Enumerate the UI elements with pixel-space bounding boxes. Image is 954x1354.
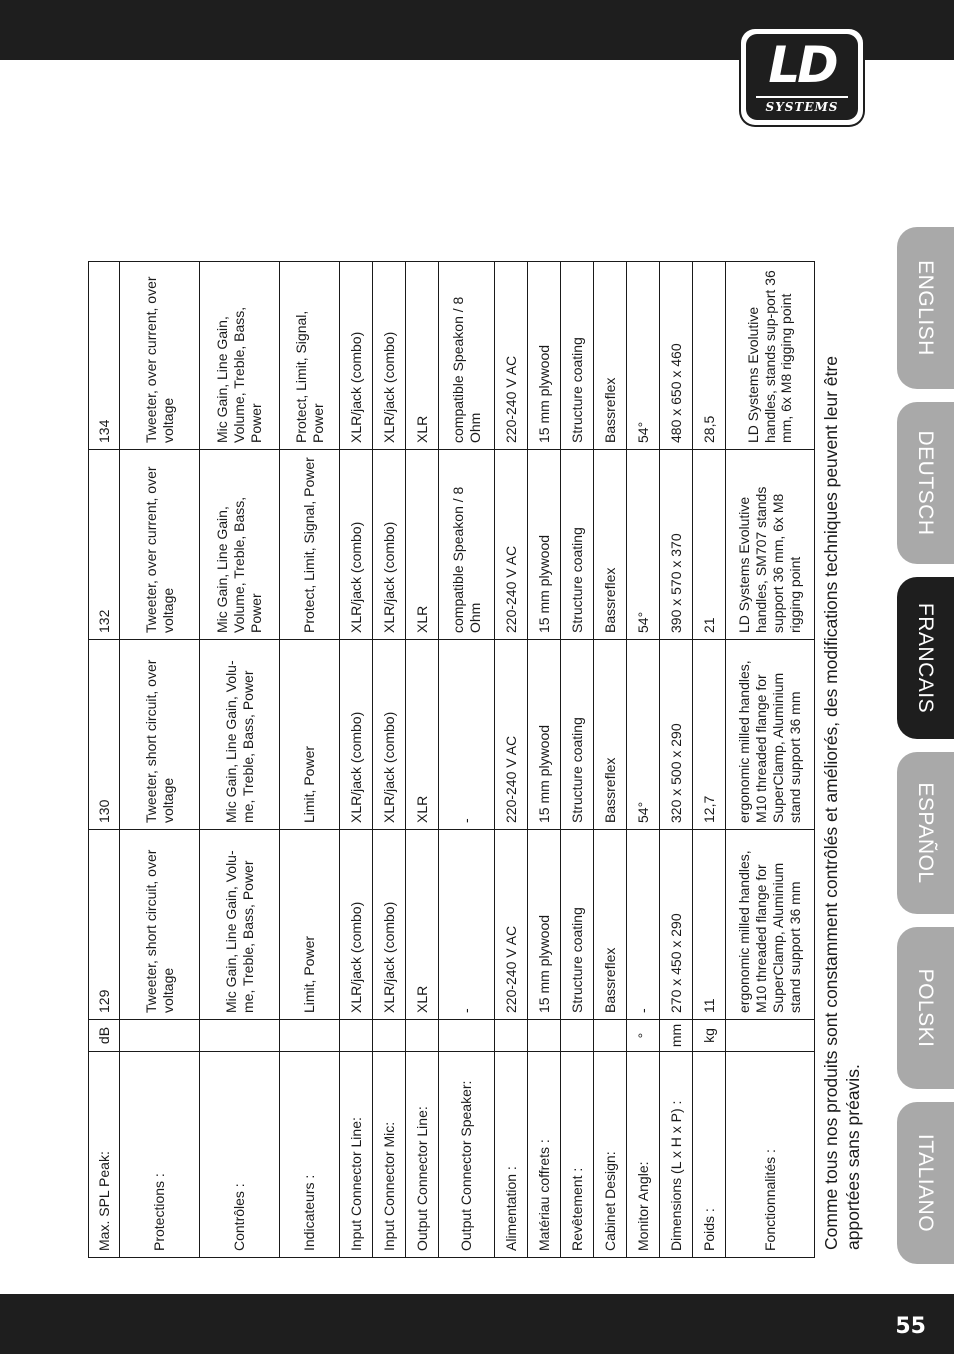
spec-unit <box>340 1020 373 1052</box>
spec-value: XLR/jack (combo) <box>373 830 406 1020</box>
spec-value: XLR/jack (combo) <box>340 262 373 450</box>
spec-table <box>88 261 815 1258</box>
spec-value: XLR <box>406 450 439 640</box>
spec-row <box>406 262 439 1258</box>
spec-value: LD Systems Evolutive handles, stands sup-port 36 mm, 6x M8 rigging point <box>726 262 815 450</box>
spec-value: Structure coating <box>561 450 594 640</box>
spec-value: 21 <box>693 450 726 640</box>
spec-label: Output Connector Speaker: <box>439 1052 495 1258</box>
spec-value: LD Systems Evolutive handles, SM707 stands support 36 mm, 6x M8 rigging point <box>726 450 815 640</box>
spec-label: Matériau coffrets : <box>528 1052 561 1258</box>
spec-row <box>495 262 528 1258</box>
logo-systems-text: SYSTEMS <box>765 100 839 114</box>
spec-value: Mic Gain, Line Gain, Volu-me, Treble, Bass, Power <box>200 830 280 1020</box>
logo-ld-text: LD <box>768 36 836 94</box>
spec-value: Bassreflex <box>594 830 627 1020</box>
spec-unit <box>120 1020 200 1052</box>
spec-unit <box>373 1020 406 1052</box>
tab-espanol[interactable]: ESPAÑOL <box>897 752 954 914</box>
spec-value: 134 <box>89 262 120 450</box>
spec-row <box>528 262 561 1258</box>
spec-label: Dimensions (L x H x P) : <box>660 1052 693 1258</box>
ld-systems-logo <box>741 29 863 125</box>
spec-value: 15 mm plywood <box>528 830 561 1020</box>
spec-value: XLR <box>406 640 439 830</box>
tab-francais[interactable]: FRANCAIS <box>897 577 954 739</box>
spec-value: 28,5 <box>693 262 726 450</box>
spec-row <box>200 262 280 1258</box>
spec-unit: dB <box>89 1020 120 1052</box>
spec-row <box>561 262 594 1258</box>
spec-unit <box>200 1020 280 1052</box>
spec-label: Max. SPL Peak: <box>89 1052 120 1258</box>
spec-value: Structure coating <box>561 262 594 450</box>
spec-label: Fonctionnalités : <box>726 1052 815 1258</box>
spec-value: Bassreflex <box>594 640 627 830</box>
spec-value: Protect, Limit, Signal, Power <box>280 450 340 640</box>
footnote: Comme tous nos produits sont constamment contrôlés et améliorés, des modifications techniques peuvent leur être apportées sans préavis. <box>821 356 863 1250</box>
spec-value: XLR/jack (combo) <box>373 450 406 640</box>
spec-row <box>439 262 495 1258</box>
spec-value: XLR <box>406 262 439 450</box>
spec-value: Bassreflex <box>594 450 627 640</box>
spec-value: Limit, Power <box>280 640 340 830</box>
spec-value: XLR/jack (combo) <box>340 830 373 1020</box>
spec-unit <box>726 1020 815 1052</box>
spec-row <box>280 262 340 1258</box>
spec-label: Contrôles : <box>200 1052 280 1258</box>
spec-unit: mm <box>660 1020 693 1052</box>
spec-unit <box>406 1020 439 1052</box>
spec-value: - <box>439 640 495 830</box>
spec-value: 220-240 V AC <box>495 450 528 640</box>
spec-value: - <box>627 830 660 1020</box>
spec-value: 129 <box>89 830 120 1020</box>
spec-value: 54° <box>627 450 660 640</box>
spec-value: Tweeter, short circuit, over voltage <box>120 830 200 1020</box>
spec-value: 11 <box>693 830 726 1020</box>
spec-row <box>120 262 200 1258</box>
spec-value: 54° <box>627 640 660 830</box>
spec-value: Tweeter, short circuit, over voltage <box>120 640 200 830</box>
spec-label: Output Connector Line: <box>406 1052 439 1258</box>
spec-value: 132 <box>89 450 120 640</box>
spec-label: Indicateurs : <box>280 1052 340 1258</box>
spec-value: Structure coating <box>561 830 594 1020</box>
tab-italiano[interactable]: ITALIANO <box>897 1102 954 1264</box>
spec-value: 130 <box>89 640 120 830</box>
spec-value: Protect, Limit, Signal, Power <box>280 262 340 450</box>
spec-value: XLR/jack (combo) <box>340 450 373 640</box>
spec-value: 12,7 <box>693 640 726 830</box>
spec-unit: ° <box>627 1020 660 1052</box>
spec-value: Mic Gain, Line Gain, Volume, Treble, Bass, Power <box>200 450 280 640</box>
spec-value: 220-240 V AC <box>495 262 528 450</box>
spec-value: 270 x 450 x 290 <box>660 830 693 1020</box>
spec-row <box>340 262 373 1258</box>
spec-value: - <box>439 830 495 1020</box>
spec-label: Poids : <box>693 1052 726 1258</box>
spec-unit <box>439 1020 495 1052</box>
spec-label: Cabinet Design: <box>594 1052 627 1258</box>
spec-value: XLR/jack (combo) <box>373 640 406 830</box>
spec-unit <box>528 1020 561 1052</box>
spec-row <box>594 262 627 1258</box>
page-number: 55 <box>895 1314 926 1339</box>
spec-label: Input Connector Mic: <box>373 1052 406 1258</box>
spec-value: Mic Gain, Line Gain, Volu-me, Treble, Bass, Power <box>200 640 280 830</box>
spec-unit <box>561 1020 594 1052</box>
spec-value: Limit, Power <box>280 830 340 1020</box>
spec-sheet-rotated <box>88 262 890 1258</box>
spec-row <box>693 262 726 1258</box>
spec-value: XLR <box>406 830 439 1020</box>
spec-label: Alimentation : <box>495 1052 528 1258</box>
spec-value: 15 mm plywood <box>528 450 561 640</box>
tab-english[interactable]: ENGLISH <box>897 227 954 389</box>
spec-row <box>89 262 120 1258</box>
spec-label: Input Connector Line: <box>340 1052 373 1258</box>
spec-row <box>726 262 815 1258</box>
spec-value: Bassreflex <box>594 262 627 450</box>
spec-value: 480 x 650 x 460 <box>660 262 693 450</box>
spec-label: Revêtement : <box>561 1052 594 1258</box>
spec-value: 54° <box>627 262 660 450</box>
tab-deutsch[interactable]: DEUTSCH <box>897 402 954 564</box>
spec-value: ergonomic milled handles, M10 threaded flange for SuperClamp, Aluminium stand support 36 mm <box>726 830 815 1020</box>
spec-row <box>660 262 693 1258</box>
spec-value: 220-240 V AC <box>495 830 528 1020</box>
spec-unit <box>495 1020 528 1052</box>
spec-value: Tweeter, over current, over voltage <box>120 450 200 640</box>
spec-value: compatible Speakon / 8 Ohm <box>439 450 495 640</box>
spec-value: XLR/jack (combo) <box>340 640 373 830</box>
spec-value: Mic Gain, Line Gain, Volume, Treble, Bass, Power <box>200 262 280 450</box>
spec-unit <box>280 1020 340 1052</box>
spec-unit: kg <box>693 1020 726 1052</box>
spec-label: Monitor Angle: <box>627 1052 660 1258</box>
spec-value: XLR/jack (combo) <box>373 262 406 450</box>
bottom-bar <box>0 1294 954 1354</box>
spec-value: 390 x 570 x 370 <box>660 450 693 640</box>
spec-row <box>627 262 660 1258</box>
spec-label: Protections : <box>120 1052 200 1258</box>
spec-row <box>373 262 406 1258</box>
spec-value: Tweeter, over current, over voltage <box>120 262 200 450</box>
spec-value: 320 x 500 x 290 <box>660 640 693 830</box>
spec-unit <box>594 1020 627 1052</box>
spec-value: ergonomic milled handles, M10 threaded flange for SuperClamp, Aluminium stand support 36 mm <box>726 640 815 830</box>
tab-polski[interactable]: POLSKI <box>897 927 954 1089</box>
spec-value: 220-240 V AC <box>495 640 528 830</box>
spec-value: 15 mm plywood <box>528 262 561 450</box>
spec-value: Structure coating <box>561 640 594 830</box>
spec-value: 15 mm plywood <box>528 640 561 830</box>
spec-value: compatible Speakon / 8 Ohm <box>439 262 495 450</box>
